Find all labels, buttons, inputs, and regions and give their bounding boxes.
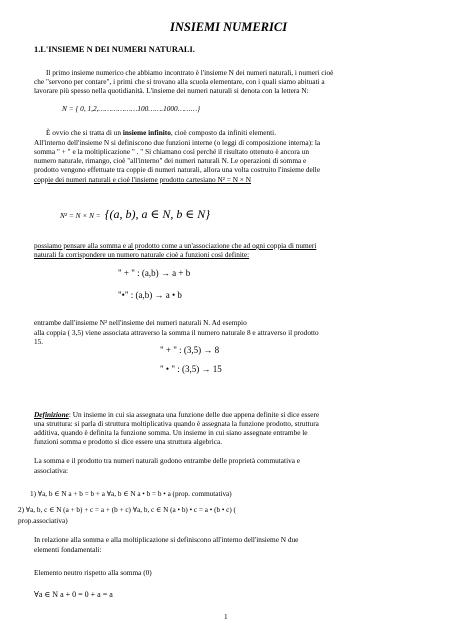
assoc-line: naturali fa corrispondere un numero naturale cioè a funzioni così definite: (34, 250, 250, 259)
assoc-line: possiamo pensare alla somma e al prodotto come a un'associazione che ad ogni coppia di numeri (34, 241, 317, 250)
property-associative: 2) ∀a, b, c ∈ N (a + b) + c = a + (b + c) ∀a, b, c ∈ N (a • b) • c = a • (b • c) ( (18, 506, 236, 514)
ops-line: numero naturale, rimango, cioè "all'interno" dei numeri naturali N. Le operazioni di somma e (34, 156, 307, 165)
intro-line: lavorare più spesso nella quotidianità. L'insieme dei numeri naturali si denota con la lettera N: (34, 86, 309, 95)
neutral-line: elementi fondamentali: (34, 545, 102, 554)
def-line: una struttura: si parla di struttura moltiplicativa quando è assegnata la funzione prodotto, struttura (34, 419, 319, 428)
neutral-title: Elemento neutro rispetto alla somma (0) (34, 568, 152, 577)
both-line: alla coppia ( 3,5) viene associata attraverso la somma il numero naturale 8 e attraverso il prodotto (34, 328, 319, 337)
ops-line: coppie dei numeri naturali e cioè l'insieme prodotto cartesiano N² = N × N (34, 175, 251, 184)
property-associative-cont: prop.associativa) (18, 516, 68, 525)
infinite-line (46, 128, 276, 137)
def-line: additiva, quando è definita la funzione somma. Un insieme in cui siano assegnate entrambe le (34, 428, 308, 437)
intro-line: Il primo insieme numerico che abbiamo incontrato è l'insieme N dei numeri naturali, i numeri cioè (46, 68, 334, 77)
sum-map: " + " : (a,b) → a + b (118, 268, 191, 278)
infinite-post: , cioè composto da infiniti elementi. (170, 128, 277, 137)
both-line: 15. (34, 337, 44, 346)
def-text: : Un insieme in cui sia assegnata una funzione delle due appena definite si dice essere (68, 410, 320, 419)
example-sum: " + " : (3,5) → 8 (160, 345, 220, 355)
both-line: entrambe dall'insieme N² nell'insieme dei numeri naturali N. Ad esempio (34, 318, 247, 327)
page-title: INSIEMI NUMERICI (170, 20, 288, 34)
formula-left: N² = N × N = (60, 211, 101, 220)
section-heading: 1.L'INSIEME N DEI NUMERI NATURALI. (34, 45, 195, 54)
intro-line: che "servono per contare", i primi che si trovano alla scuola elementare, con i quali siamo abituati a (34, 77, 325, 86)
page-number: 1 (224, 612, 228, 621)
ops-line: prodotto vengono effettuate tra coppie di numeri naturali, allora una volta costruito l'insieme delle (34, 165, 321, 174)
props-line: La somma e il prodotto tra numeri naturali godono entrambe delle proprietà commutativa e (34, 456, 301, 465)
product-map: "•" : (a,b) → a • b (118, 290, 182, 300)
natural-set-definition: N = { 0, 1,2,………………100…….1000………} (62, 104, 201, 113)
formula-right: {(a, b), a ∈ N, b ∈ N} (104, 207, 211, 221)
neutral-formula: ∀a ∈ N a + 0 = 0 + a = a (34, 590, 113, 599)
ops-line: All'interno dell'insieme N si definiscono due funzioni interne (o leggi di composizione interna): la (34, 138, 321, 147)
property-commutative: 1) ∀a, b ∈ N a + b = b + a ∀a, b ∈ N a • b = b • a (prop. commutativa) (30, 490, 232, 498)
example-product: " • " : (3,5) → 15 (160, 364, 222, 374)
infinite-bold: insieme infinito (122, 128, 171, 137)
ops-line: somma " + " e la moltiplicazione " . " Si chiamano così perché il risultato ottenuto è ancora un (34, 147, 309, 156)
infinite-pre: È ovvio che si tratta di un (46, 128, 123, 137)
cartesian-formula (60, 205, 210, 223)
def-first-line (34, 410, 319, 419)
def-line: funzioni somma e prodotto si dice essere una struttura algebrica. (34, 437, 223, 446)
neutral-line: In relazione alla somma e alla moltiplicazione si definiscono all'interno dell'insieme N due (34, 535, 299, 544)
definition-label: Definizione (34, 410, 69, 419)
props-line: associativa: (34, 466, 69, 475)
